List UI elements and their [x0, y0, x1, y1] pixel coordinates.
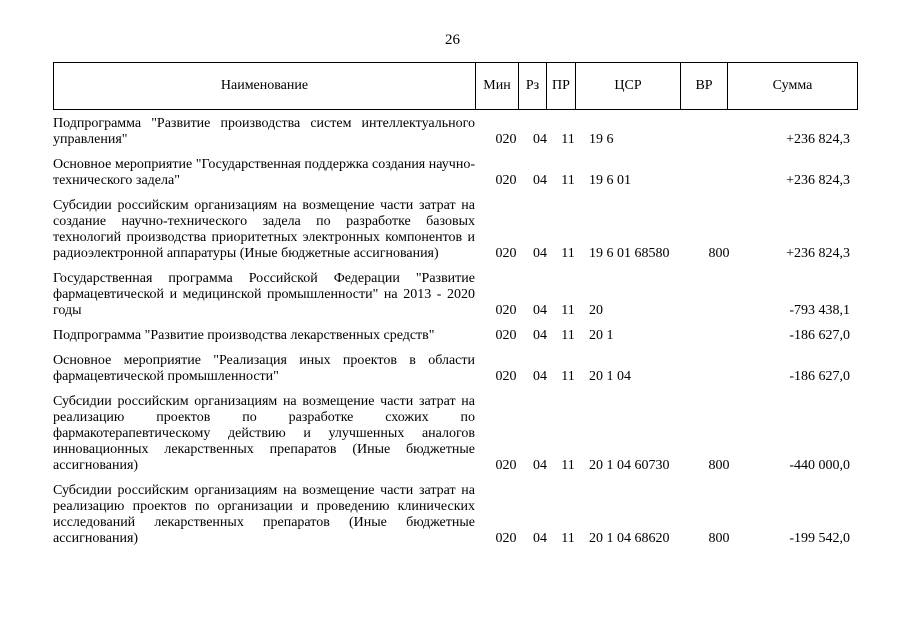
- row-vr: 800: [708, 246, 730, 261]
- table-row: [53, 271, 857, 319]
- row-pr: 11: [561, 246, 575, 261]
- row-name: Субсидии российским организациям на возмещение части затрат на создание научно-технического задела по разработке базовых технологий производства приоритетных электронных компонентов и радиоэлектронной аппаратуры (Иные бюджетные ассигнования): [53, 198, 475, 261]
- table-row: [53, 483, 857, 547]
- row-pr: 11: [561, 132, 575, 147]
- row-name: Подпрограмма "Развитие производства систем интеллектуального управления": [53, 116, 475, 147]
- row-sum: -793 438,1: [789, 303, 850, 318]
- row-csr: 19 6: [589, 132, 614, 147]
- row-vr: 800: [708, 531, 730, 546]
- row-sum: +236 824,3: [786, 173, 850, 188]
- row-csr: 20: [589, 303, 603, 318]
- row-csr: 20 1: [589, 328, 614, 343]
- row-min: 020: [495, 246, 517, 261]
- row-pr: 11: [561, 328, 575, 343]
- header-csr: ЦСР: [576, 63, 681, 110]
- header-name: Наименование: [54, 63, 476, 110]
- row-name: Субсидии российским организациям на возмещение части затрат на реализацию проектов по организации и проведению клинических исследований лекарственных препаратов (Иные бюджетные ассигнования): [53, 483, 475, 546]
- row-min: 020: [495, 531, 517, 546]
- row-min: 020: [495, 173, 517, 188]
- header-min: Мин: [476, 63, 519, 110]
- row-name: Подпрограмма "Развитие производства лекарственных средств": [53, 328, 435, 343]
- row-name: Государственная программа Российской Федерации "Развитие фармацевтической и медицинской промышленности" на 2013 - 2020 годы: [53, 271, 475, 318]
- row-rz: 04: [533, 173, 547, 188]
- table-row: [53, 328, 857, 344]
- row-rz: 04: [533, 369, 547, 384]
- table-body: [53, 116, 857, 556]
- row-rz: 04: [533, 303, 547, 318]
- row-min: 020: [495, 303, 517, 318]
- row-name: Основное мероприятие "Реализация иных проектов в области фармацевтической промышленности": [53, 353, 475, 384]
- table-row: [53, 353, 857, 385]
- row-pr: 11: [561, 303, 575, 318]
- row-csr: 20 1 04: [589, 369, 631, 384]
- row-rz: 04: [533, 328, 547, 343]
- row-pr: 11: [561, 531, 575, 546]
- row-pr: 11: [561, 369, 575, 384]
- table-header: [53, 62, 858, 110]
- row-vr: 800: [708, 458, 730, 473]
- row-sum: +236 824,3: [786, 246, 850, 261]
- row-min: 020: [495, 132, 517, 147]
- row-rz: 04: [533, 132, 547, 147]
- row-name: Субсидии российским организациям на возмещение части затрат на реализацию проектов по разработке схожих по фармакотерапевтическому действию и улучшенных аналогов инновационных лекарственных препаратов (Иные бюджетные ассигнования): [53, 394, 475, 473]
- row-rz: 04: [533, 458, 547, 473]
- header-sum: Сумма: [728, 63, 858, 110]
- row-rz: 04: [533, 246, 547, 261]
- row-csr: 19 6 01 68580: [589, 246, 670, 261]
- table-row: [53, 157, 857, 189]
- row-sum: -186 627,0: [789, 328, 850, 343]
- row-pr: 11: [561, 173, 575, 188]
- row-min: 020: [495, 369, 517, 384]
- header-rz: Рз: [519, 63, 547, 110]
- header-vr: ВР: [681, 63, 728, 110]
- row-sum: -186 627,0: [789, 369, 850, 384]
- row-min: 020: [495, 328, 517, 343]
- row-sum: -199 542,0: [789, 531, 850, 546]
- table-row: [53, 394, 857, 474]
- row-pr: 11: [561, 458, 575, 473]
- row-csr: 20 1 04 60730: [589, 458, 670, 473]
- header-pr: ПР: [547, 63, 576, 110]
- row-sum: +236 824,3: [786, 132, 850, 147]
- row-name: Основное мероприятие "Государственная поддержка создания научно-технического задела": [53, 157, 475, 188]
- row-csr: 20 1 04 68620: [589, 531, 670, 546]
- table-row: [53, 198, 857, 262]
- table-row: [53, 116, 857, 148]
- row-sum: -440 000,0: [789, 458, 850, 473]
- row-csr: 19 6 01: [589, 173, 631, 188]
- page-number: 26: [445, 32, 460, 48]
- row-rz: 04: [533, 531, 547, 546]
- row-min: 020: [495, 458, 517, 473]
